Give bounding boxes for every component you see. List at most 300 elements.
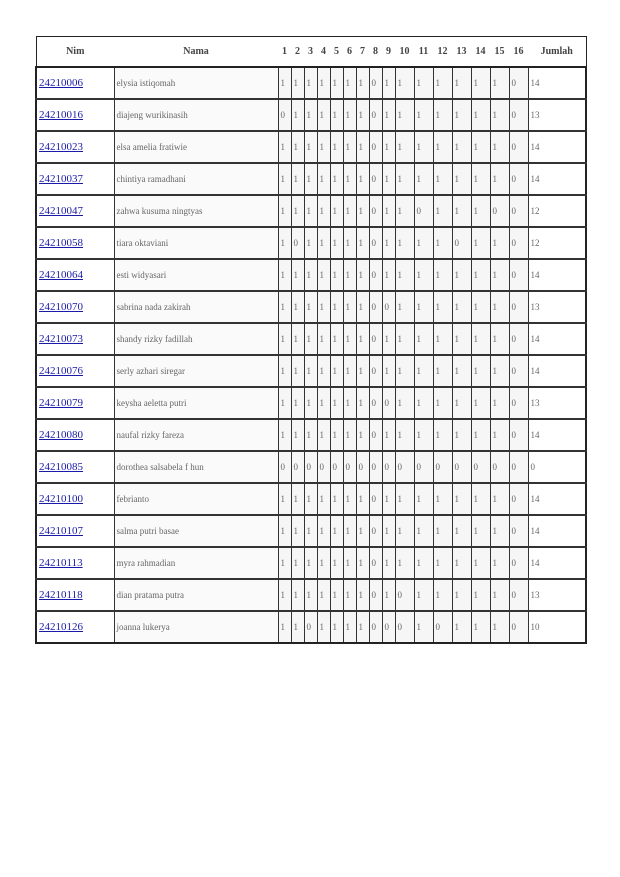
nama-cell: tiara oktaviani (114, 227, 278, 259)
score-cell: 1 (490, 259, 509, 291)
score-cell: 1 (471, 387, 490, 419)
score-cell: 1 (471, 131, 490, 163)
grades-table (35, 36, 587, 644)
score-cell: 1 (304, 515, 317, 547)
score-cell: 1 (317, 67, 330, 99)
table-row (36, 323, 586, 355)
score-cell: 1 (343, 355, 356, 387)
score-cell: 1 (490, 163, 509, 195)
score-cell: 1 (471, 67, 490, 99)
score-cell: 0 (509, 259, 528, 291)
score-cell: 1 (414, 483, 433, 515)
header-jumlah: Jumlah (528, 37, 586, 68)
score-cell: 1 (414, 419, 433, 451)
score-cell: 1 (395, 99, 414, 131)
score-cell: 1 (452, 579, 471, 611)
score-cell: 1 (356, 323, 369, 355)
score-cell: 1 (291, 579, 304, 611)
nim-cell (36, 387, 114, 419)
score-cell: 0 (490, 195, 509, 227)
score-cell: 0 (509, 515, 528, 547)
score-cell: 1 (317, 419, 330, 451)
score-cell: 1 (471, 323, 490, 355)
nim-link[interactable]: 24210113 (39, 557, 83, 569)
score-cell: 1 (490, 611, 509, 643)
score-cell: 1 (343, 195, 356, 227)
score-cell: 0 (395, 579, 414, 611)
score-cell: 1 (471, 419, 490, 451)
score-cell: 0 (382, 451, 395, 483)
score-cell: 0 (369, 227, 382, 259)
score-cell: 1 (490, 291, 509, 323)
score-cell: 1 (395, 67, 414, 99)
table-row (36, 163, 586, 195)
score-cell: 1 (433, 515, 452, 547)
score-cell: 1 (317, 195, 330, 227)
score-cell: 1 (452, 355, 471, 387)
score-cell: 1 (356, 355, 369, 387)
score-cell: 1 (317, 163, 330, 195)
score-cell: 1 (317, 611, 330, 643)
score-cell: 0 (490, 451, 509, 483)
jumlah-cell: 10 (528, 611, 586, 643)
score-cell: 1 (356, 483, 369, 515)
score-cell: 1 (471, 99, 490, 131)
score-cell: 1 (414, 99, 433, 131)
score-cell: 1 (291, 99, 304, 131)
score-cell: 1 (330, 547, 343, 579)
jumlah-cell: 14 (528, 67, 586, 99)
score-cell: 1 (278, 355, 291, 387)
header-item-9: 9 (382, 37, 395, 68)
nim-link[interactable]: 24210073 (39, 333, 83, 345)
score-cell: 1 (395, 419, 414, 451)
score-cell: 1 (471, 483, 490, 515)
nim-cell (36, 323, 114, 355)
score-cell: 1 (317, 483, 330, 515)
nim-link[interactable]: 24210100 (39, 493, 83, 505)
score-cell: 1 (414, 291, 433, 323)
score-cell: 1 (330, 355, 343, 387)
score-cell: 1 (490, 99, 509, 131)
score-cell: 1 (490, 547, 509, 579)
score-cell: 1 (356, 419, 369, 451)
nim-cell (36, 163, 114, 195)
score-cell: 0 (414, 195, 433, 227)
score-cell: 1 (471, 291, 490, 323)
jumlah-cell: 13 (528, 99, 586, 131)
nim-link[interactable]: 24210058 (39, 237, 83, 249)
score-cell: 1 (356, 579, 369, 611)
score-cell: 0 (369, 579, 382, 611)
table-row (36, 419, 586, 451)
score-cell: 1 (317, 131, 330, 163)
nim-cell (36, 451, 114, 483)
score-cell: 0 (369, 195, 382, 227)
score-cell: 1 (343, 67, 356, 99)
nim-link[interactable]: 24210085 (39, 461, 83, 473)
score-cell: 1 (317, 259, 330, 291)
jumlah-cell: 14 (528, 483, 586, 515)
score-cell: 1 (382, 547, 395, 579)
header-item-14: 14 (471, 37, 490, 68)
table-row (36, 515, 586, 547)
score-cell: 1 (278, 259, 291, 291)
score-cell: 1 (304, 259, 317, 291)
score-cell: 0 (509, 387, 528, 419)
score-cell: 1 (356, 227, 369, 259)
score-cell: 1 (382, 131, 395, 163)
score-cell: 1 (291, 515, 304, 547)
nim-cell (36, 67, 114, 99)
score-cell: 1 (330, 515, 343, 547)
score-cell: 0 (304, 611, 317, 643)
nim-cell (36, 579, 114, 611)
jumlah-cell: 14 (528, 131, 586, 163)
score-cell: 1 (433, 579, 452, 611)
score-cell: 1 (395, 355, 414, 387)
score-cell: 1 (291, 611, 304, 643)
score-cell: 1 (433, 99, 452, 131)
score-cell: 1 (471, 259, 490, 291)
score-cell: 0 (382, 611, 395, 643)
score-cell: 1 (356, 67, 369, 99)
score-cell: 1 (414, 387, 433, 419)
score-cell: 0 (382, 291, 395, 323)
nama-cell: myra rahmadian (114, 547, 278, 579)
score-cell: 0 (369, 547, 382, 579)
nim-cell (36, 515, 114, 547)
header-item-6: 6 (343, 37, 356, 68)
score-cell: 1 (395, 387, 414, 419)
score-cell: 1 (278, 547, 291, 579)
score-cell: 1 (278, 611, 291, 643)
score-cell: 1 (356, 99, 369, 131)
nim-cell (36, 227, 114, 259)
score-cell: 1 (395, 323, 414, 355)
score-cell: 1 (343, 547, 356, 579)
nim-link[interactable]: 24210037 (39, 173, 83, 185)
score-cell: 1 (356, 547, 369, 579)
score-cell: 0 (369, 99, 382, 131)
header-item-8: 8 (369, 37, 382, 68)
score-cell: 1 (317, 291, 330, 323)
score-cell: 1 (343, 611, 356, 643)
score-cell: 1 (452, 163, 471, 195)
score-cell: 0 (509, 547, 528, 579)
score-cell: 1 (343, 291, 356, 323)
score-cell: 1 (278, 67, 291, 99)
score-cell: 1 (317, 547, 330, 579)
score-cell: 1 (317, 323, 330, 355)
score-cell: 1 (395, 483, 414, 515)
score-cell: 1 (356, 515, 369, 547)
nim-link[interactable]: 24210023 (39, 141, 83, 153)
score-cell: 1 (414, 163, 433, 195)
score-cell: 1 (452, 387, 471, 419)
header-item-13: 13 (452, 37, 471, 68)
score-cell: 1 (414, 611, 433, 643)
nim-link[interactable]: 24210118 (39, 589, 83, 601)
jumlah-cell: 14 (528, 355, 586, 387)
score-cell: 1 (382, 579, 395, 611)
nim-link[interactable]: 24210070 (39, 301, 83, 313)
score-cell: 1 (330, 579, 343, 611)
score-cell: 1 (452, 291, 471, 323)
table-row (36, 451, 586, 483)
score-cell: 0 (304, 451, 317, 483)
score-cell: 1 (471, 547, 490, 579)
score-cell: 1 (291, 547, 304, 579)
score-cell: 1 (343, 579, 356, 611)
nama-cell: naufal rizky fareza (114, 419, 278, 451)
score-cell: 0 (509, 163, 528, 195)
score-cell: 0 (291, 227, 304, 259)
score-cell: 1 (490, 131, 509, 163)
nim-link[interactable]: 24210006 (39, 77, 83, 89)
score-cell: 0 (343, 451, 356, 483)
header-item-5: 5 (330, 37, 343, 68)
score-cell: 1 (382, 515, 395, 547)
score-cell: 0 (369, 419, 382, 451)
score-cell: 1 (433, 163, 452, 195)
score-cell: 0 (395, 451, 414, 483)
score-cell: 0 (509, 419, 528, 451)
score-cell: 0 (369, 515, 382, 547)
nama-cell: dorothea salsabela f hun (114, 451, 278, 483)
score-cell: 0 (369, 163, 382, 195)
nim-cell (36, 99, 114, 131)
score-cell: 1 (433, 131, 452, 163)
score-cell: 0 (509, 483, 528, 515)
table-row (36, 579, 586, 611)
score-cell: 1 (433, 387, 452, 419)
score-cell: 1 (490, 387, 509, 419)
score-cell: 1 (395, 227, 414, 259)
score-cell: 1 (414, 131, 433, 163)
table-row (36, 227, 586, 259)
score-cell: 1 (291, 419, 304, 451)
nim-cell (36, 483, 114, 515)
header-item-3: 3 (304, 37, 317, 68)
score-cell: 0 (509, 451, 528, 483)
nama-cell: salma putri basae (114, 515, 278, 547)
score-cell: 0 (369, 483, 382, 515)
nim-link[interactable]: 24210079 (39, 397, 83, 409)
score-cell: 1 (317, 515, 330, 547)
score-cell: 0 (509, 227, 528, 259)
score-cell: 1 (414, 323, 433, 355)
score-cell: 0 (278, 99, 291, 131)
score-cell: 1 (343, 163, 356, 195)
score-cell: 0 (382, 387, 395, 419)
score-cell: 1 (343, 131, 356, 163)
jumlah-cell: 0 (528, 451, 586, 483)
score-cell: 1 (452, 515, 471, 547)
score-cell: 1 (317, 99, 330, 131)
score-cell: 1 (452, 547, 471, 579)
score-cell: 0 (317, 451, 330, 483)
score-cell: 1 (343, 419, 356, 451)
score-cell: 1 (330, 227, 343, 259)
jumlah-cell: 13 (528, 291, 586, 323)
table-row (36, 195, 586, 227)
score-cell: 0 (278, 451, 291, 483)
score-cell: 1 (291, 291, 304, 323)
score-cell: 1 (382, 259, 395, 291)
table-row (36, 67, 586, 99)
score-cell: 1 (382, 355, 395, 387)
score-cell: 0 (369, 259, 382, 291)
header-item-2: 2 (291, 37, 304, 68)
nama-cell: joanna lukerya (114, 611, 278, 643)
nim-cell (36, 195, 114, 227)
score-cell: 0 (509, 323, 528, 355)
nama-cell: elysia istiqomah (114, 67, 278, 99)
score-cell: 1 (343, 259, 356, 291)
score-cell: 1 (414, 259, 433, 291)
score-cell: 1 (304, 291, 317, 323)
score-cell: 0 (509, 195, 528, 227)
score-cell: 1 (395, 515, 414, 547)
score-cell: 1 (304, 99, 317, 131)
score-cell: 1 (317, 387, 330, 419)
score-cell: 1 (291, 483, 304, 515)
score-cell: 1 (317, 227, 330, 259)
nim-cell (36, 131, 114, 163)
jumlah-cell: 14 (528, 259, 586, 291)
score-cell: 1 (382, 323, 395, 355)
score-cell: 1 (433, 419, 452, 451)
header-item-11: 11 (414, 37, 433, 68)
score-cell: 1 (304, 131, 317, 163)
table-row (36, 131, 586, 163)
score-cell: 1 (433, 355, 452, 387)
nim-link[interactable]: 24210126 (39, 621, 83, 633)
score-cell: 1 (490, 579, 509, 611)
score-cell: 1 (330, 195, 343, 227)
nim-link[interactable]: 24210064 (39, 269, 83, 281)
score-cell: 1 (490, 227, 509, 259)
score-cell: 1 (471, 195, 490, 227)
nim-link[interactable]: 24210107 (39, 525, 83, 537)
score-cell: 0 (369, 611, 382, 643)
nim-cell (36, 355, 114, 387)
score-cell: 1 (291, 323, 304, 355)
score-cell: 1 (304, 163, 317, 195)
score-cell: 1 (278, 131, 291, 163)
score-cell: 1 (433, 483, 452, 515)
score-cell: 0 (452, 451, 471, 483)
score-cell: 1 (304, 387, 317, 419)
score-cell: 0 (452, 227, 471, 259)
score-cell: 1 (304, 355, 317, 387)
score-cell: 0 (369, 355, 382, 387)
score-cell: 1 (343, 99, 356, 131)
score-cell: 1 (278, 195, 291, 227)
table-row (36, 355, 586, 387)
score-cell: 0 (369, 323, 382, 355)
score-cell: 1 (452, 99, 471, 131)
score-cell: 1 (317, 579, 330, 611)
score-cell: 1 (330, 259, 343, 291)
jumlah-cell: 14 (528, 515, 586, 547)
score-cell: 0 (509, 355, 528, 387)
score-cell: 1 (304, 483, 317, 515)
score-cell: 1 (433, 323, 452, 355)
score-cell: 1 (278, 515, 291, 547)
score-cell: 1 (452, 483, 471, 515)
score-cell: 0 (509, 611, 528, 643)
score-cell: 1 (433, 291, 452, 323)
score-cell: 1 (278, 579, 291, 611)
score-cell: 1 (452, 611, 471, 643)
score-cell: 0 (395, 611, 414, 643)
nim-link[interactable]: 24210080 (39, 429, 83, 441)
header-item-12: 12 (433, 37, 452, 68)
score-cell: 1 (414, 355, 433, 387)
score-cell: 0 (330, 451, 343, 483)
score-cell: 1 (471, 515, 490, 547)
score-cell: 0 (369, 451, 382, 483)
header-item-4: 4 (317, 37, 330, 68)
nim-cell (36, 547, 114, 579)
nim-link[interactable]: 24210016 (39, 109, 83, 121)
nim-link[interactable]: 24210047 (39, 205, 83, 217)
score-cell: 1 (490, 323, 509, 355)
score-cell: 0 (509, 579, 528, 611)
score-cell: 1 (304, 67, 317, 99)
header-item-10: 10 (395, 37, 414, 68)
score-cell: 1 (356, 195, 369, 227)
score-cell: 0 (433, 451, 452, 483)
score-cell: 1 (382, 419, 395, 451)
score-cell: 0 (414, 451, 433, 483)
score-cell: 1 (278, 419, 291, 451)
header-item-15: 15 (490, 37, 509, 68)
nama-cell: zahwa kusuma ningtyas (114, 195, 278, 227)
score-cell: 1 (433, 67, 452, 99)
score-cell: 1 (291, 195, 304, 227)
score-cell: 1 (330, 611, 343, 643)
score-cell: 0 (356, 451, 369, 483)
score-cell: 0 (369, 67, 382, 99)
score-cell: 1 (414, 67, 433, 99)
table-row (36, 611, 586, 643)
score-cell: 1 (356, 291, 369, 323)
score-cell: 1 (395, 131, 414, 163)
table-row (36, 259, 586, 291)
score-cell: 1 (414, 579, 433, 611)
score-cell: 1 (452, 419, 471, 451)
score-cell: 1 (330, 483, 343, 515)
nama-cell: esti widyasari (114, 259, 278, 291)
score-cell: 1 (382, 195, 395, 227)
header-row (36, 37, 586, 68)
score-cell: 1 (395, 547, 414, 579)
grade-rows (36, 67, 586, 643)
nim-link[interactable]: 24210076 (39, 365, 83, 377)
jumlah-cell: 14 (528, 163, 586, 195)
score-cell: 1 (395, 195, 414, 227)
score-cell: 1 (356, 163, 369, 195)
score-cell: 1 (433, 259, 452, 291)
score-cell: 1 (414, 547, 433, 579)
score-cell: 1 (356, 611, 369, 643)
jumlah-cell: 12 (528, 195, 586, 227)
score-cell: 1 (343, 387, 356, 419)
score-cell: 1 (490, 483, 509, 515)
